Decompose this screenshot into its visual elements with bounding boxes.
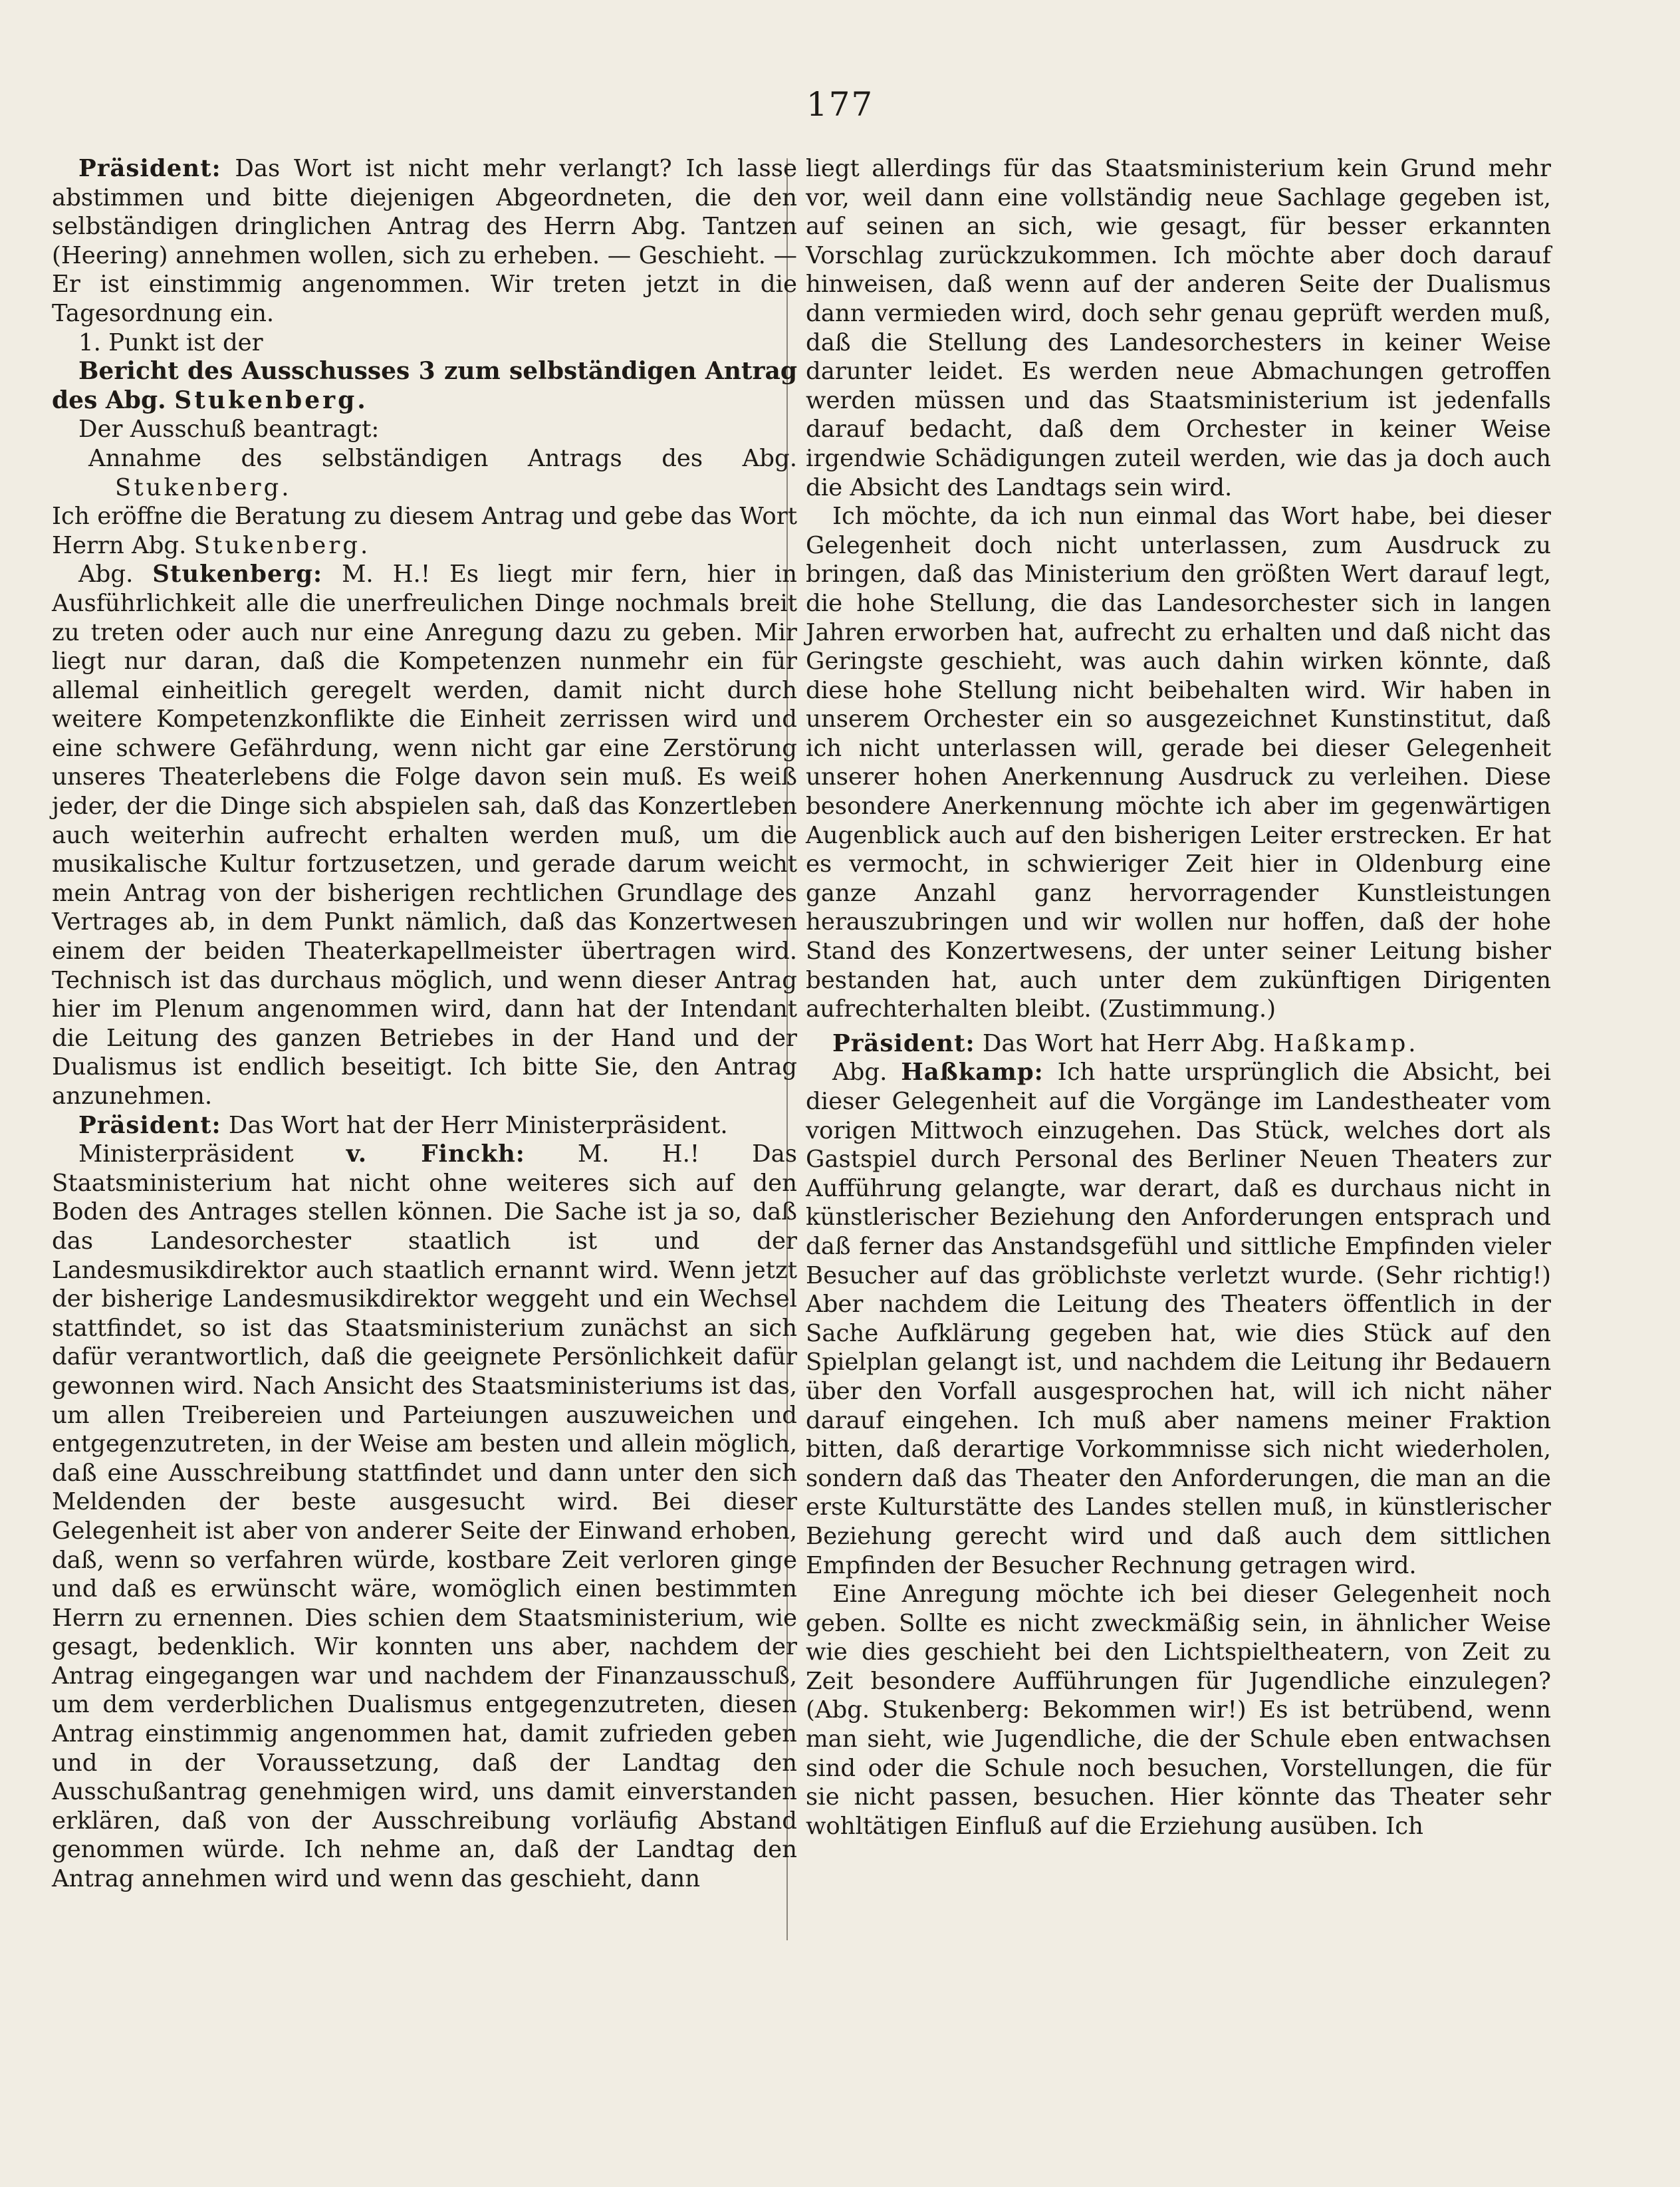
member-name: Haßkamp. [1273,1029,1419,1057]
speech-text: M. H.! Das Staatsministerium hat nicht ohne weiteres sich auf den Boden des Antrages stellen können. Die Sache ist ja so, daß das Landesorchester staatlich ist und der Landesmusikdirektor auch staatlich ernannt wird. Wenn jetzt der bisherige Landesmusikdirektor weggeht und ein Wechsel stattfindet, so ist das Staatsministerium zunächst an sich dafür verantwortlich, daß die geeignete Persönlichkeit dafür gewonnen wird. Nach Ansicht des Staatsministeriums ist das, um allen Treibereien und Parteiungen auszuweichen und entgegenzutreten, in der Weise am besten und allein möglich, daß eine Ausschreibung stattfindet und dann unter den sich Meldenden der beste ausgesucht wird. Bei dieser Gelegenheit ist aber von anderer Seite der Einwand erhoben, daß, wenn so verfahren würde, kostbare Zeit verloren ginge und daß es erwünscht wäre, womöglich einen bestimmten Herrn zu ernennen. Dies schien dem Staatsministerium, wie gesagt, bedenklich. Wir konnten uns aber, nachdem der Antrag eingegangen war und nachdem der Finanzausschuß, um dem verderblichen Dualismus entgegenzutreten, diesen Antrag einstimmig angenommen hat, damit zufrieden geben und in der Voraussetzung, daß der Landtag den Ausschußantrag genehmigen wird, uns damit einverstanden erklären, daß von der Ausschreibung vorläufig Abstand genommen würde. Ich nehme an, daß der Landtag den Antrag annehmen wird und wenn das geschieht, dann [52,1140,798,1893]
speaker-name: Präsident: [78,155,221,182]
speaker-prefix: Ministerpräsident [78,1140,346,1168]
speaker-name: Stukenberg: [152,561,323,588]
motion-name: Stukenberg. [115,473,292,501]
paragraph [52,415,797,444]
speech-text: M. H.! Es liegt mir fern, hier in Ausführlichkeit alle die unerfreulichen Dinge nochmals breit zu treten oder auch nur eine Anregung dazu zu geben. Mir liegt nur daran, daß die Kompetenzen nunmehr ein für allemal einheitlich geregelt werden, damit nicht durch weitere Kompetenzkonflikte die Einheit zerrissen wird und eine schwere Gefährdung, wenn nicht gar eine Zerstörung unseres Theaterlebens die Folge davon sein muß. Es weiß jeder, der die Dinge sich abspielen sah, daß das Konzertleben auch weiterhin aufrecht erhalten werden muß, um die musikalische Kultur fortzusetzen, und gerade darum weicht mein Antrag von der bisherigen rechtlichen Grundlage des Vertrages ab, in dem Punkt nämlich, daß das Konzertwesen einem der beiden Theaterkapellmeister übertragen wird. Technisch ist das durchaus möglich, und wenn dieser Antrag hier im Plenum angenommen wird, dann hat der Intendant die Leitung des ganzen Betriebes in der Hand und der Dualismus ist endlich beseitigt. Ich bitte Sie, den Antrag anzunehmen. [52,561,797,1110]
committee-text: Der Ausschuß beantragt: [78,416,380,444]
paragraph [52,1111,797,1140]
heading-text: Bericht des Ausschusses 3 zum selbständigen Antrag des Abg. [52,357,797,414]
speech-text: Das Wort ist nicht mehr verlangt? Ich lasse abstimmen und bitte diejenigen Abgeordneten, die den selbständigen dringlichen Antrag des Herrn Abg. Tantzen (Heering) annehmen wollen, sich zu erheben. — Geschieht. — Er ist einstimmig angenommen. Wir treten jetzt in die Tagesordnung ein. [52,155,797,327]
heading-name: Stukenberg. [174,386,368,414]
paragraph [52,560,797,1110]
paragraph [806,154,1551,502]
speech-text: liegt allerdings für das Staatsministerium kein Grund mehr vor, weil dann eine vollständig neue Sachlage gegeben ist, auf seinen an sich, wie gesagt, für besser erkannten Vorschlag zurückzukommen. Ich möchte aber doch darauf hinweisen, daß wenn auf der anderen Seite der Dualismus dann vermieden wird, doch sehr genau geprüft werden muß, daß die Stellung des Landesorchesters in keiner Weise darunter leidet. Es werden neue Abmachungen getroffen werden müssen und das Staatsministerium ist jedenfalls darauf bedacht, daß dem Orchester in keiner Weise irgendwie Schädigungen zuteil werden, wie das ja doch auch die Absicht des Landtags sein wird. [806,155,1551,501]
page-number: 177 [806,85,874,124]
paragraph [52,1140,797,1893]
speech-text: Das Wort hat der Herr Ministerpräsident. [221,1111,728,1139]
agenda-heading [52,357,797,415]
member-name: Stukenberg. [193,531,371,559]
left-column [52,154,797,1894]
speaker-prefix: Abg. [78,561,153,588]
speech-text: Ich hatte ursprünglich die Absicht, bei dieser Gelegenheit auf die Vorgänge im Landestheater vom vorigen Mittwoch einzugehen. Das Stück, welches dort als Gastspiel durch Personal des Berliner Neuen Theaters zur Aufführung gelangte, war derart, daß es durchaus nicht in künstlerischer Beziehung den Anforderungen entsprach und daß ferner das Anstandsgefühl und sittliche Empfinden vieler Besucher auf das gröblichste verletzt wurde. (Sehr richtig!) Aber nachdem die Leitung des Theaters öffentlich in der Sache Aufklärung gegeben hat, wie dies Stück auf den Spielplan gelangt ist, und nachdem die Leitung ihr Bedauern über den Vorfall ausgesprochen hat, will ich nicht näher darauf eingehen. Ich muß aber namens meiner Fraktion bitten, daß derartige Vorkommnisse sich nicht wiederholen, sondern daß das Theater den Anforderungen, die man an die erste Kulturstätte des Landes stellen muß, in künstlerischer Beziehung gerecht wird und daß auch dem sittlichen Empfinden der Besucher Rechnung getragen wird. [806,1059,1552,1579]
speaker-prefix: Abg. [832,1059,901,1087]
paragraph [806,1029,1551,1059]
paragraph [52,502,797,560]
speaker-name: v. Finckh: [346,1140,525,1168]
paragraph [806,502,1551,1024]
speaker-name: Präsident: [78,1111,221,1139]
speech-text: Ich eröffne die Beratung zu diesem Antrag und gebe das Wort Herrn Abg. [52,503,797,559]
agenda-item [52,328,797,358]
speaker-name: Präsident: [832,1029,975,1057]
right-column [806,154,1551,1841]
motion-text: Annahme des selbständigen Antrags des Abg. [88,444,797,472]
speech-text: Ich möchte, da ich nun einmal das Wort habe, bei dieser Gelegenheit doch nicht unterlassen, zum Ausdruck zu bringen, daß das Ministerium den größten Wert darauf legt, die hohe Stellung, die das Landesorchester sich in langen Jahren erworben hat, aufrecht zu erhalten und daß nicht das Geringste geschieht, was auch dahin wirken könnte, daß diese hohe Stellung nicht beibehalten wird. Wir haben in unserem Orchester ein so ausgezeichnet Kunstinstitut, daß ich nicht unterlassen will, gerade bei dieser Gelegenheit unserer hohen Anerkennung Ausdruck zu verleihen. Diese besondere Anerkennung möchte ich aber im gegenwärtigen Augenblick auch auf den bisherigen Leiter erstrecken. Er hat es vermocht, in schwieriger Zeit hier in Oldenburg eine ganze Anzahl ganz hervorragender Kunstleistungen herauszubringen und wir wollen nur hoffen, daß der hohe Stand des Konzertwesens, der unter seiner Leitung bisher bestanden hat, auch unter dem zukünftigen Dirigenten aufrechterhalten bleibt. (Zustimmung.) [806,503,1551,1023]
speaker-name: Haßkamp: [901,1059,1044,1087]
agenda-text: 1. Punkt ist der [78,328,263,356]
paragraph [52,154,797,328]
paragraph [806,1058,1551,1580]
motion-text-block [52,444,797,502]
speech-text: Eine Anregung möchte ich bei dieser Gelegenheit noch geben. Sollte es nicht zweckmäßig sein, in ähnlicher Weise wie dies geschieht bei den Lichtspieltheatern, von Zeit zu Zeit besondere Aufführungen für Jugendliche einzulegen? (Abg. Stukenberg: Bekommen wir!) Es ist betrübend, wenn man sieht, wie Jugendliche, die der Schule eben entwachsen sind oder die Schule noch besuchen, Vorstellungen, die für sie nicht passen, besuchen. Hier könnte das Theater sehr wohltätigen Einfluß auf die Erziehung ausüben. Ich [806,1581,1551,1840]
paragraph [806,1580,1551,1841]
speech-text: Das Wort hat Herr Abg. [975,1029,1274,1057]
